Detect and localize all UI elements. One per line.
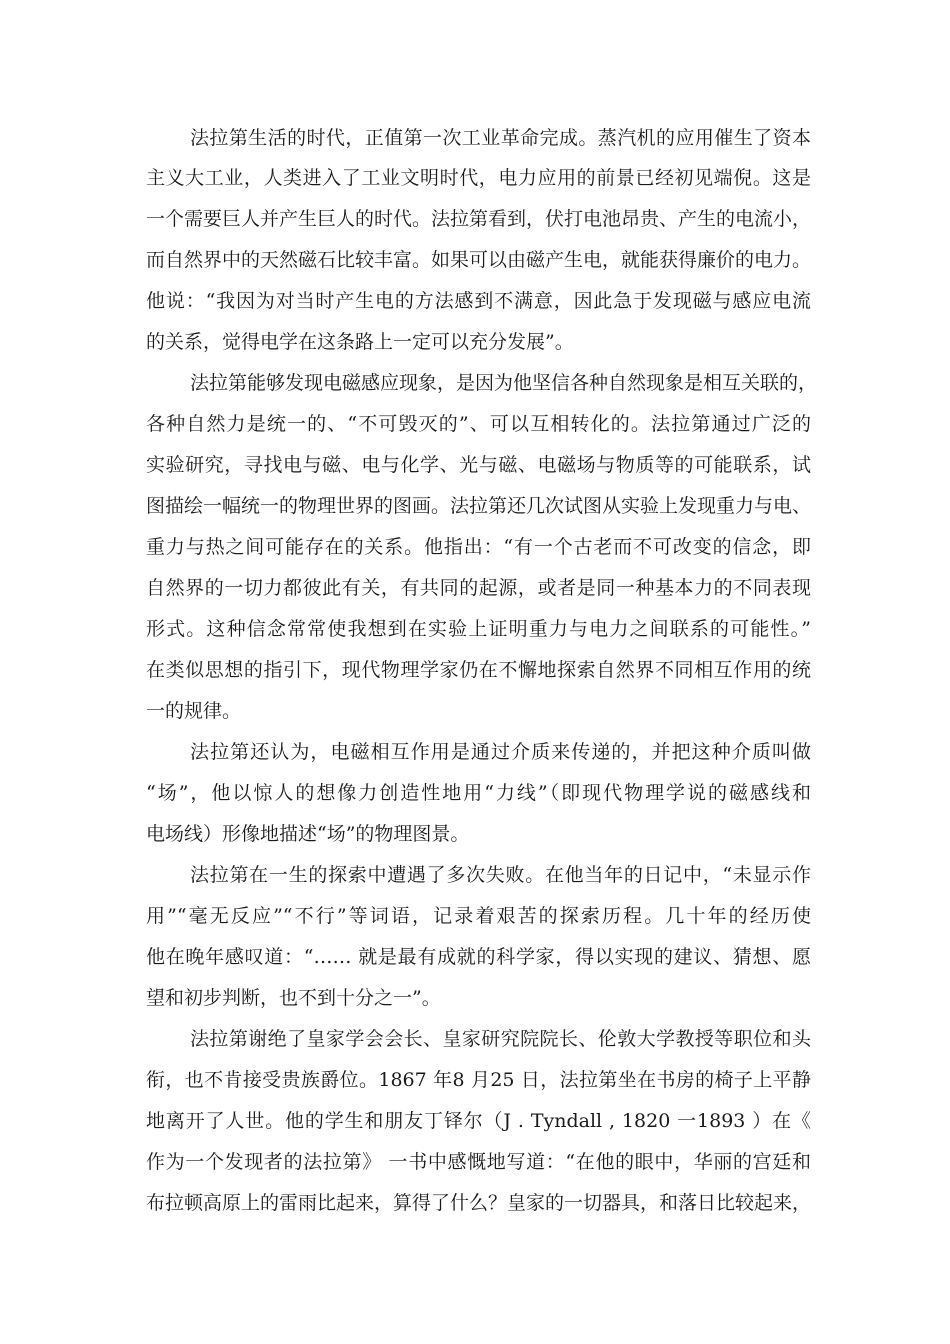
text-line-p2-6: 自然界的一切力都彼此有关，有共同的起源，或者是同一种基本力的不同表现 — [146, 577, 811, 599]
text-line-p5-3: 地离开了人世。他的学生和朋友丁铎尔（J . Tyndall , 1820 一1893 ）在《 — [146, 1110, 811, 1132]
text-line-p1-1: 法拉第生活的时代，正值第一次工业革命完成。蒸汽机的应用催生了资本 — [190, 127, 811, 149]
text-line-p4-1: 法拉第在一生的探索中遭遇了多次失败。在他当年的日记中，“未显示作 — [190, 864, 811, 886]
text-line-p3-1: 法拉第还认为，电磁相互作用是通过介质来传递的，并把这种介质叫做 — [190, 741, 811, 763]
text-line-p1-2: 主义大工业，人类进入了工业文明时代，电力应用的前景已经初见端倪。这是 — [146, 167, 811, 189]
text-line-p1-5: 他说：“我因为对当时产生电的方法感到不满意，因此急于发现磁与感应电流 — [146, 290, 811, 312]
text-line-p4-2: 用”“毫无反应”“不行”等词语，记录着艰苦的探索历程。几十年的经历使 — [146, 905, 811, 927]
text-line-p2-1: 法拉第能够发现电磁感应现象，是因为他坚信各种自然现象是相互关联的， — [190, 372, 818, 394]
text-line-p3-3: 电场线）形像地描述“场”的物理图景。 — [146, 823, 470, 845]
text-line-p4-4: 望和初步判断，也不到十分之一”。 — [146, 987, 441, 1009]
text-line-p2-4: 图描绘一幅统一的物理世界的图画。法拉第还几次试图从实验上发现重力与电、 — [146, 495, 812, 517]
text-line-p1-4: 而自然界中的天然磁石比较丰富。如果可以由磁产生电，就能获得廉价的电力。 — [146, 249, 812, 271]
text-line-p1-3: 一个需要巨人并产生巨人的时代。法拉第看到，伏打电池昂贵、产生的电流小， — [146, 208, 812, 230]
text-line-p5-4: 作为一个发现者的法拉第》 一书中感慨地写道：“在他的眼中，华丽的宫廷和 — [146, 1151, 811, 1173]
text-line-p2-9: 一的规律。 — [146, 700, 242, 722]
text-line-p5-1: 法拉第谢绝了皇家学会会长、皇家研究院院长、伦敦大学教授等职位和头 — [190, 1028, 811, 1050]
text-line-p2-8: 在类似思想的指引下，现代物理学家仍在不懈地探索自然界不同相互作用的统 — [146, 659, 811, 681]
text-line-p1-6: 的关系，觉得电学在这条路上一定可以充分发展”。 — [146, 331, 574, 353]
text-line-p5-2: 衔，也不肯接受贵族爵位。1867 年8 月25 日，法拉第坐在书房的椅子上平静 — [146, 1069, 811, 1091]
text-line-p4-3: 他在晚年感叹道：“…… 就是最有成就的科学家，得以实现的建议、猜想、愿 — [146, 946, 811, 968]
text-line-p5-5: 布拉顿高原上的雷雨比起来，算得了什么？皇家的一切器具，和落日比较起来， — [146, 1192, 812, 1214]
text-line-p2-2: 各种自然力是统一的、“不可毁灭的”、可以互相转化的。法拉第通过广泛的 — [146, 413, 811, 435]
text-line-p3-2: “场”，他以惊人的想像力创造性地用“力线”（即现代物理学说的磁感线和 — [146, 782, 811, 804]
text-line-p2-7: 形式。这种信念常常使我想到在实验上证明重力与电力之间联系的可能性。” — [146, 618, 811, 640]
text-line-p2-5: 重力与热之间可能存在的关系。他指出：“有一个古老而不可改变的信念，即 — [146, 536, 811, 558]
text-line-p2-3: 实验研究，寻找电与磁、电与化学、光与磁、电磁场与物质等的可能联系，试 — [146, 454, 811, 476]
